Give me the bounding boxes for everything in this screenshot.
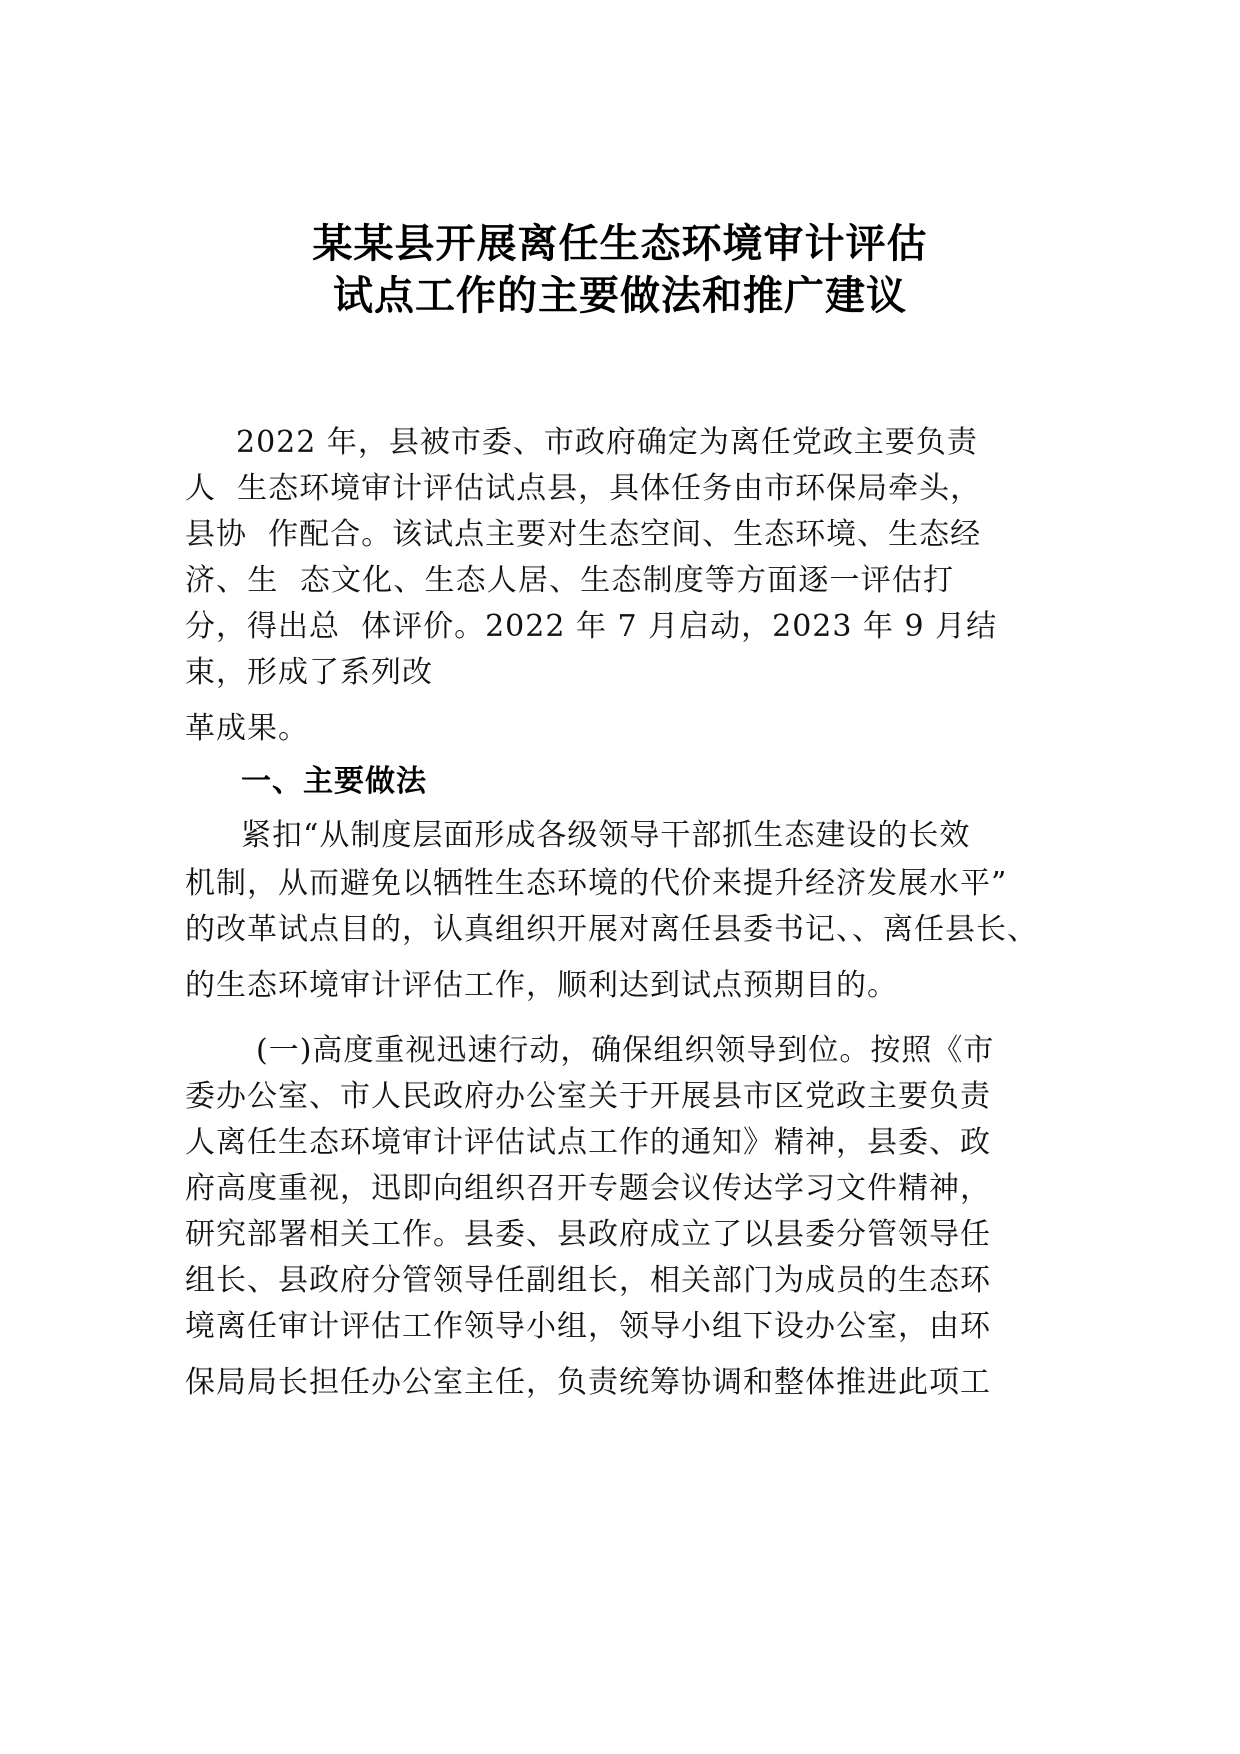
- intro-line-2: 人 生态环境审计评估试点县，具体任务由市环保局牵头，: [185, 471, 982, 506]
- document-title-line-2: 试点工作的主要做法和推广建议: [333, 273, 907, 319]
- intro-line-7: 革成果。: [185, 711, 309, 746]
- section1-line-3: 的改革试点目的，认真组织开展对离任县委书记、、离任县长、: [185, 912, 1038, 947]
- intro-line-5: 分，得出总 体评价。2022 年 7 月启动，2023 年 9 月结: [185, 609, 998, 644]
- subsection1-line-1: (一)高度重视迅速行动，确保组织领导到位。按照《市: [256, 1033, 995, 1068]
- intro-line-1: 2022 年，县被市委、市政府确定为离任党政主要负责: [236, 425, 978, 460]
- subsection1-line-5: 研究部署相关工作。县委、县政府成立了以县委分管领导任: [185, 1217, 991, 1252]
- section1-line-2: 机制，从而避免以牺牲生态环境的代价来提升经济发展水平”: [185, 866, 1008, 901]
- intro-line-4: 济、生 态文化、生态人居、生态制度等方面逐一评估打: [185, 563, 954, 598]
- section1-line-4: 的生态环境审计评估工作，顺利达到试点预期目的。: [185, 968, 898, 1003]
- subsection1-line-2: 委办公室、市人民政府办公室关于开展县市区党政主要负责: [185, 1079, 991, 1114]
- subsection1-line-7: 境离任审计评估工作领导小组，领导小组下设办公室，由环: [185, 1309, 991, 1344]
- subsection1-line-8: 保局局长担任办公室主任，负责统筹协调和整体推进此项工: [185, 1365, 991, 1400]
- subsection1-line-3: 人离任生态环境审计评估试点工作的通知》精神，县委、政: [185, 1125, 991, 1160]
- document-title-line-1: 某某县开展离任生态环境审计评估: [312, 221, 928, 267]
- intro-line-6: 束，形成了系列改: [185, 655, 433, 690]
- subsection1-line-6: 组长、县政府分管领导任副组长，相关部门为成员的生态环: [185, 1263, 991, 1298]
- section-heading: 一、主要做法: [241, 764, 427, 799]
- subsection1-line-4: 府高度重视，迅即向组织召开专题会议传达学习文件精神，: [185, 1171, 991, 1206]
- section1-line-1: 紧扣“从制度层面形成各级领导干部抓生态建设的长效: [241, 818, 971, 853]
- intro-line-3: 县协 作配合。该试点主要对生态空间、生态环境、生态经: [185, 517, 982, 552]
